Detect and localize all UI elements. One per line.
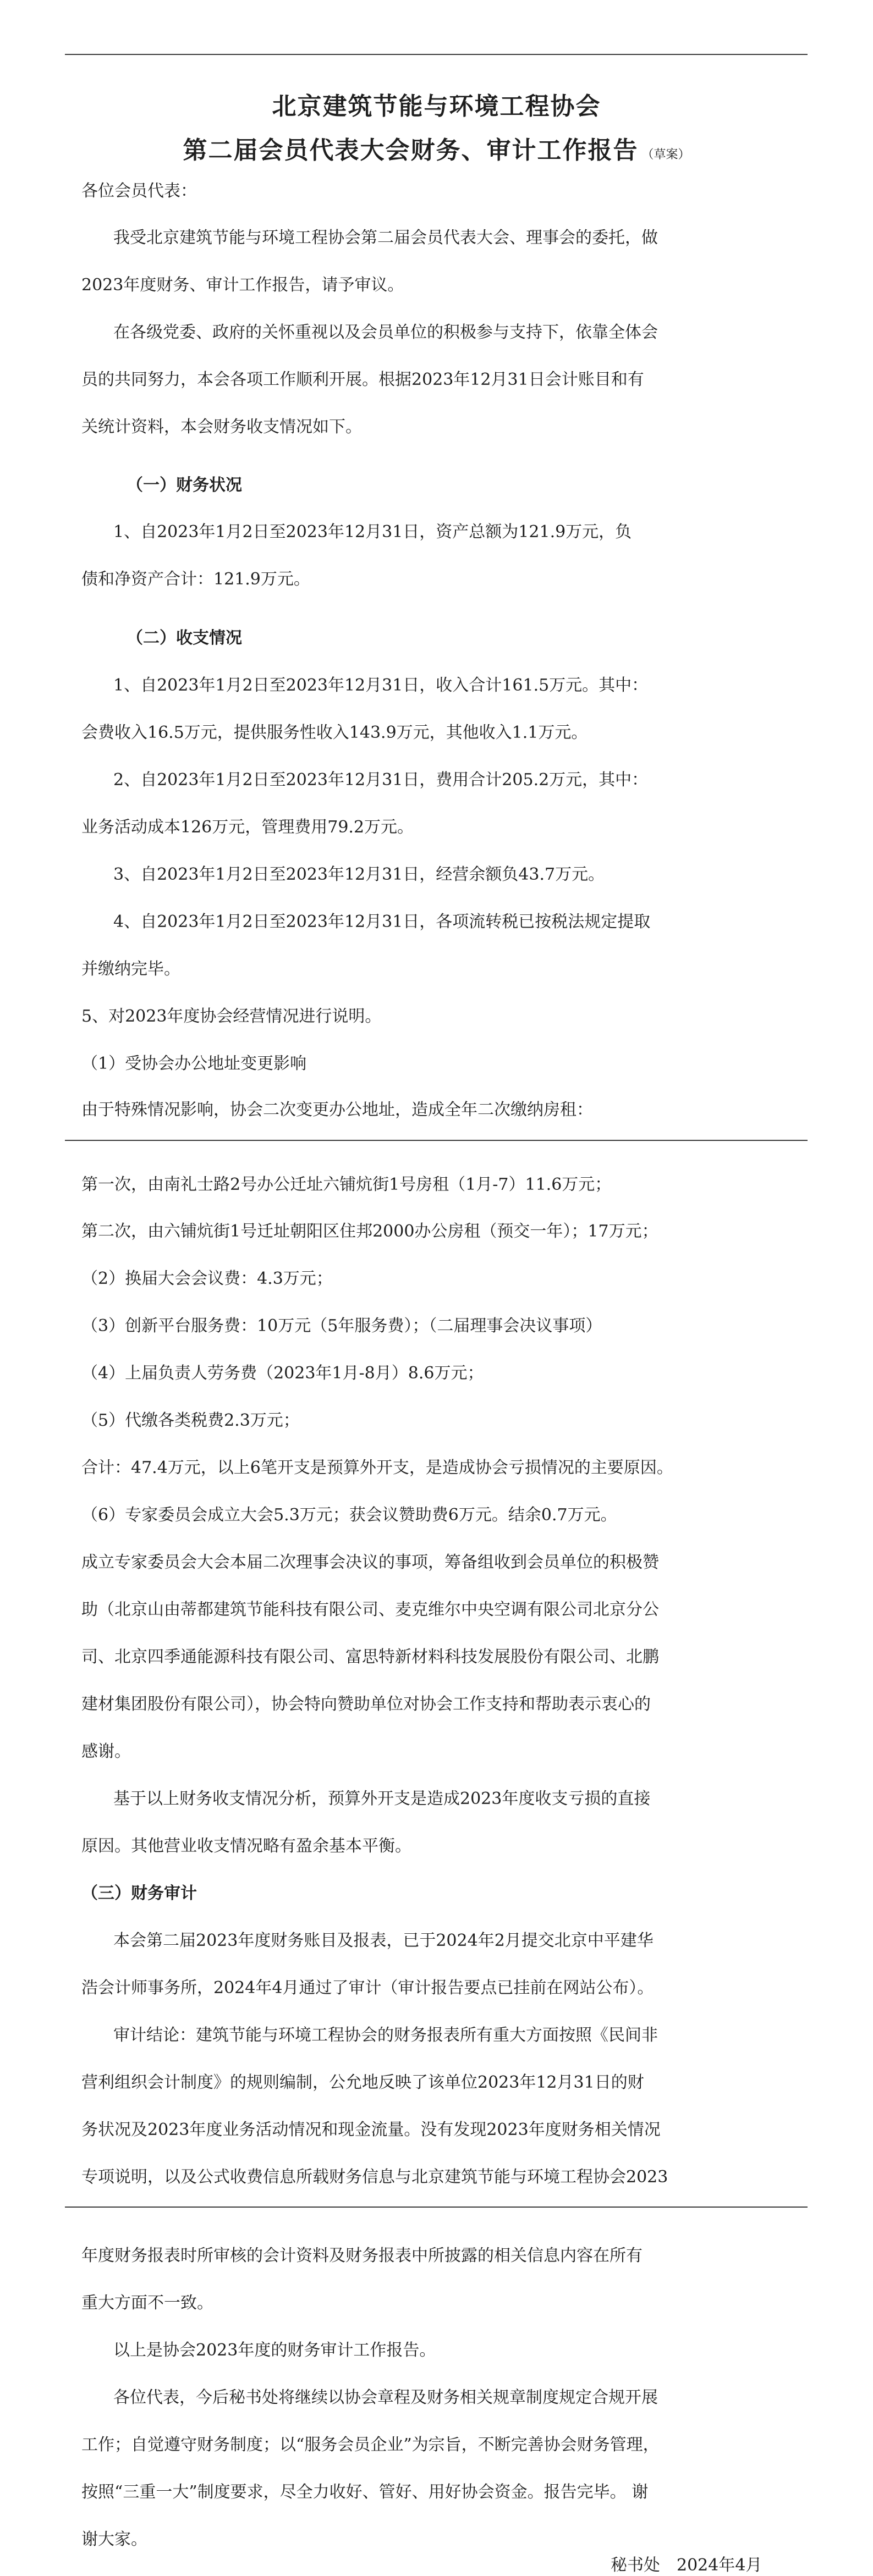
report-title-line-2 xyxy=(0,136,873,164)
body-line: 4、自2023年1月2日至2023年12月31日，各项流转税已按税法规定提取 xyxy=(113,912,651,931)
body-line: 专项说明，以及公式收费信息所载财务信息与北京建筑节能与环境工程协会2023 xyxy=(81,2167,668,2187)
body-line: 司、北京四季通能源科技有限公司、富思特新材料科技发展股份有限公司、北鹏 xyxy=(81,1647,659,1667)
report-title-main: 第二届会员代表大会财务、审计工作报告 xyxy=(183,136,639,164)
body-line: 原因。其他营业收支情况略有盈余基本平衡。 xyxy=(81,1836,411,1856)
section-heading-financial-status: （一）财务状况 xyxy=(127,476,242,495)
body-line: 第二次，由六铺炕街1号迁址朝阳区住邦2000办公房租（预交一年）；17万元； xyxy=(81,1222,658,1241)
intro-line: 2023年度财务、审计工作报告，请予审议。 xyxy=(81,275,404,295)
body-line: 助（北京山由蒂都建筑节能科技有限公司、麦克维尔中央空调有限公司北京分公 xyxy=(81,1600,659,1619)
page-break-rule xyxy=(65,2207,808,2208)
body-line: （2）换届大会会议费：4.3万元； xyxy=(81,1269,333,1288)
body-line: 会费收入16.5万元，提供服务性收入143.9万元，其他收入1.1万元。 xyxy=(81,723,588,742)
body-line: 审计结论：建筑节能与环境工程协会的财务报表所有重大方面按照《民间非 xyxy=(113,2026,658,2045)
body-line: 各位代表，今后秘书处将继续以协会章程及财务相关规章制度规定合规开展 xyxy=(113,2388,658,2407)
body-line: 务状况及2023年度业务活动情况和现金流量。没有发现2023年度财务相关情况 xyxy=(81,2120,661,2139)
salutation: 各位会员代表： xyxy=(81,181,197,201)
body-line: 工作；自觉遵守财务制度；以“服务会员企业”为宗旨，不断完善协会财务管理， xyxy=(81,2435,660,2454)
body-line: 5、对2023年度协会经营情况进行说明。 xyxy=(81,1007,382,1026)
body-line: 谢大家。 xyxy=(81,2530,147,2549)
body-line: 本会第二届2023年度财务账目及报表，已于2024年2月提交北京中平建华 xyxy=(113,1931,654,1950)
body-line: （3）创新平台服务费：10万元（5年服务费）；（二届理事会决议事项） xyxy=(81,1316,602,1336)
body-line: 感谢。 xyxy=(81,1742,131,1761)
body-line: 由于特殊情况影响，协会二次变更办公地址，造成全年二次缴纳房租： xyxy=(81,1100,593,1119)
intro-line: 员的共同努力，本会各项工作顺利开展。根据2023年12月31日会计账目和有 xyxy=(81,370,644,389)
body-line: 合计：47.4万元，以上6笔开支是预算外开支，是造成协会亏损情况的主要原因。 xyxy=(81,1458,673,1477)
body-line: 建材集团股份有限公司），协会特向赞助单位对协会工作支持和帮助表示衷心的 xyxy=(81,1695,651,1714)
body-line: 重大方面不一致。 xyxy=(81,2293,213,2313)
body-line: 债和净资产合计：121.9万元。 xyxy=(81,570,310,589)
report-title-line-1: 北京建筑节能与环境工程协会 xyxy=(272,92,601,120)
body-line: 2、自2023年1月2日至2023年12月31日，费用合计205.2万元，其中： xyxy=(113,770,649,790)
body-line: 并缴纳完毕。 xyxy=(81,959,180,979)
body-line: 1、自2023年1月2日至2023年12月31日，资产总额为121.9万元，负 xyxy=(113,522,632,542)
draft-note: （草案） xyxy=(641,148,690,162)
body-line: 营利组织会计制度》的规则编制，公允地反映了该单位2023年12月31日的财 xyxy=(81,2073,644,2092)
intro-line: 我受北京建筑节能与环境工程协会第二届会员代表大会、理事会的委托，做 xyxy=(113,228,658,247)
signature: 秘书处 2024年4月 xyxy=(611,2556,762,2575)
body-line: 3、自2023年1月2日至2023年12月31日，经营余额负43.7万元。 xyxy=(113,865,605,884)
body-line: 按照“三重一大”制度要求，尽全力收好、管好、用好协会资金。报告完毕。 谢 xyxy=(81,2483,649,2502)
body-line: （1）受协会办公地址变更影响 xyxy=(81,1054,307,1073)
section-heading-audit: （三）财务审计 xyxy=(81,1884,197,1903)
body-line: 1、自2023年1月2日至2023年12月31日，收入合计161.5万元。其中： xyxy=(113,676,649,695)
body-line: 基于以上财务收支情况分析，预算外开支是造成2023年度收支亏损的直接 xyxy=(113,1789,651,1808)
body-line: （6）专家委员会成立大会5.3万元；获会议赞助费6万元。结余0.7万元。 xyxy=(81,1505,617,1525)
body-line: 成立专家委员会大会本届二次理事会决议的事项，筹备组收到会员单位的积极赞 xyxy=(81,1553,659,1572)
page-break-rule xyxy=(65,1140,808,1141)
body-line: 浩会计师事务所，2024年4月通过了审计（审计报告要点已挂前在网站公布）。 xyxy=(81,1978,654,1998)
body-line: （5）代缴各类税费2.3万元； xyxy=(81,1411,300,1430)
body-line: 以上是协会2023年度的财务审计工作报告。 xyxy=(113,2341,436,2360)
intro-line: 在各级党委、政府的关怀重视以及会员单位的积极参与支持下，依靠全体会 xyxy=(113,323,658,342)
intro-line: 关统计资料，本会财务收支情况如下。 xyxy=(81,417,362,437)
body-line: 年度财务报表时所审核的会计资料及财务报表中所披露的相关信息内容在所有 xyxy=(81,2246,643,2265)
page-top-rule xyxy=(65,54,808,55)
section-heading-income-expense: （二）收支情况 xyxy=(127,628,242,648)
body-line: 业务活动成本126万元，管理费用79.2万元。 xyxy=(81,818,414,837)
body-line: 第一次，由南礼士路2号办公迁址六铺炕街1号房租（1月-7）11.6万元； xyxy=(81,1175,612,1194)
body-line: （4）上届负责人劳务费（2023年1月-8月）8.6万元； xyxy=(81,1364,484,1383)
